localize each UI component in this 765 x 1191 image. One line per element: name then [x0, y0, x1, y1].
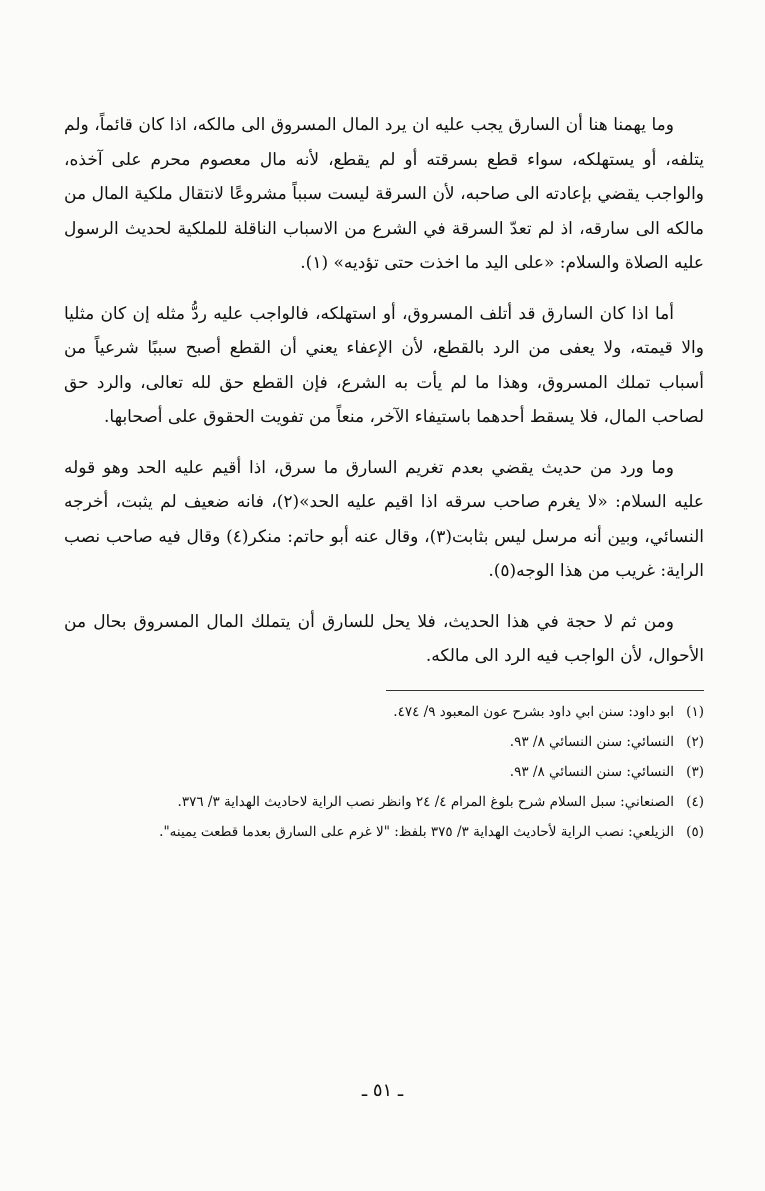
footnote-number: (٣) [686, 763, 704, 780]
footnote-5 [64, 821, 704, 843]
footnote-divider [386, 690, 704, 691]
footnote-number: (١) [686, 703, 704, 720]
footnote-text: ابو داود: سنن ابي داود بشرح عون المعبود ٩/ ٤٧٤. [393, 703, 674, 720]
footnote-1 [64, 701, 704, 723]
footnote-2 [64, 731, 704, 753]
footnote-number: (٥) [686, 823, 704, 840]
page-number: ـ ٥١ ـ [361, 1080, 404, 1101]
footnote-text: الصنعاني: سبل السلام شرح بلوغ المرام ٤/ ٢٤ وانظر نصب الراية لاحاديث الهداية ٣/ ٣٧٦. [177, 793, 674, 810]
footnote-number: (٢) [686, 733, 704, 750]
paragraph-2: أما اذا كان السارق قد أتلف المسروق، أو استهلكه، فالواجب عليه ردُّ مثله إن كان مثليا والا قيمته، ولا يعفى من الرد بالقطع، لأن الإعفاء يعني أن القطع أصبح سببًا شرعياً من أسباب تملك المسروق، وهذا ما لم يأت به الشرع، فإن القطع حق لله تعالى، والرد حق لصاحب المال، فلا يسقط أحدهما باستيفاء الآخر، منعاً من تفويت الحقوق على أصحابها. [64, 303, 704, 427]
footnote-text: النسائي: سنن النسائي ٨/ ٩٣. [509, 733, 674, 750]
footnote-3 [64, 761, 704, 783]
main-text [64, 108, 704, 851]
footnotes [64, 701, 704, 843]
paragraph-4: ومن ثم لا حجة في هذا الحديث، فلا يحل للسارق أن يتملك المال المسروق بحال من الأحوال، لأن الواجب فيه الرد الى مالكه. [64, 611, 704, 666]
paragraph-3: وما ورد من حديث يقضي بعدم تغريم السارق ما سرق، اذا أقيم عليه الحد وهو قوله عليه السلام: «لا يغرم صاحب سرقه اذا اقيم عليه الحد»(٢)، فانه ضعيف لم يثبت، أخرجه النسائي، وبين أنه مرسل ليس بثابت(٣)، وقال عنه أبو حاتم: منكر(٤) وقال فيه صاحب نصب الراية: غريب من هذا الوجه(٥). [64, 457, 704, 581]
footnote-4 [64, 791, 704, 813]
footnote-number: (٤) [686, 793, 704, 810]
paragraph-1: وما يهمنا هنا أن السارق يجب عليه ان يرد المال المسروق الى مالكه، اذا كان قائماً، ولم يتلفه، أو يستهلكه، سواء قطع بسرقته أو لم يقطع، لأنه مال معصوم محرم على آخذه، والواجب يقضي بإعادته الى صاحبه، لأن السرقة ليست سبباً مشروعًا لانتقال ملكية المال من مالكه الى سارقه، اذ لم تعدّ السرقة في الشرع من الاسباب الناقلة للملكية لحديث الرسول عليه الصلاة والسلام: «على اليد ما اخذت حتى تؤديه» (١). [64, 115, 704, 273]
footnote-text: الزيلعي: نصب الراية لأحاديث الهداية ٣/ ٣٧٥ بلفظ: "لا غرم على السارق بعدما قطعت يمينه". [159, 823, 674, 840]
footnote-text: النسائي: سنن النسائي ٨/ ٩٣. [509, 763, 674, 780]
